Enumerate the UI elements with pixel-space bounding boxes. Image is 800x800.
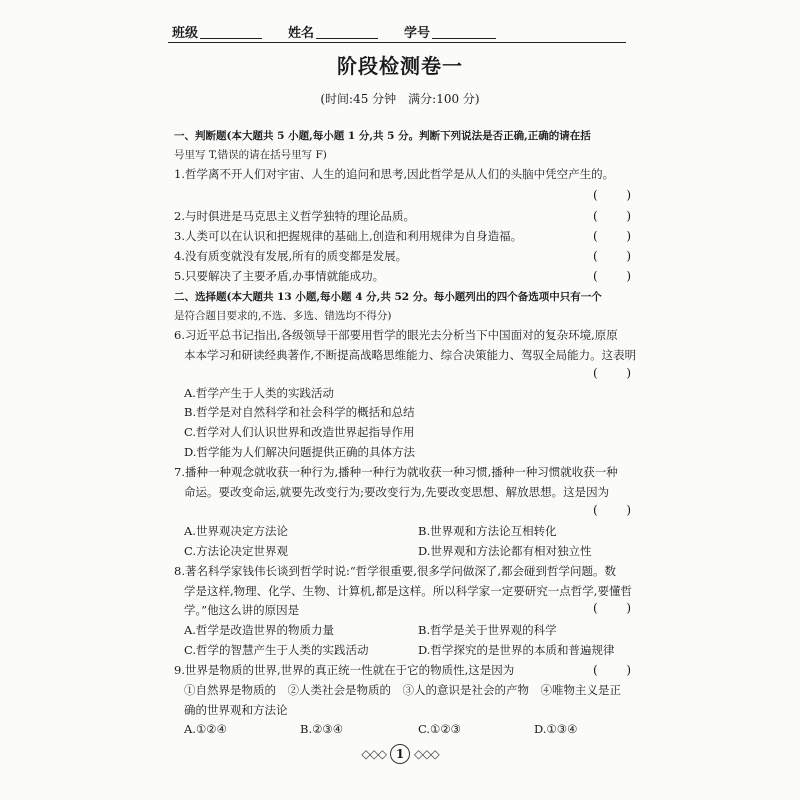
answer-paren-q3: ( ) <box>593 229 631 243</box>
q7-option-a: A.世界观决定方法论 <box>184 524 288 538</box>
answer-paren-q8: ( ) <box>593 601 631 615</box>
q7-option-b: B.世界观和方法论互相转化 <box>418 524 557 538</box>
page-footer <box>0 744 800 764</box>
footer-deco-right: ◇◇◇ <box>414 747 439 761</box>
q9-option-d: D.①③④ <box>534 722 578 736</box>
answer-paren-q7: ( ) <box>593 503 631 517</box>
answer-paren-q5: ( ) <box>593 269 631 283</box>
id-blank <box>432 26 496 39</box>
answer-paren-q6: ( ) <box>593 366 631 380</box>
q6-option-a: A.哲学产生于人类的实践活动 <box>184 386 334 400</box>
footer-deco-left: ◇◇◇ <box>361 747 386 761</box>
q8-option-a: A.哲学是改造世界的物质力量 <box>184 623 334 637</box>
question-9-line1: 9.世界是物质的世界,世界的真正统一性就在于它的物质性,这是因为 <box>174 663 515 677</box>
question-9-line2: ①自然界是物质的 ②人类社会是物质的 ③人的意识是社会的产物 ④唯物主义是正 <box>184 683 621 697</box>
q6-option-d: D.哲学能为人们解决问题提供正确的具体方法 <box>184 445 415 459</box>
question-4: 4.没有质变就没有发展,所有的质变都是发展。 <box>174 249 408 263</box>
question-8-line1: 8.著名科学家钱伟长谈到哲学时说:“哲学很重要,很多学问做深了,都会碰到哲学问题。数 <box>174 564 617 578</box>
question-3: 3.人类可以在认识和把握规律的基础上,创造和利用规律为自身造福。 <box>174 229 523 243</box>
name-label: 姓名 <box>288 26 315 41</box>
class-label: 班级 <box>172 26 199 41</box>
q8-option-d: D.哲学探究的是世界的本质和普遍规律 <box>418 643 615 657</box>
answer-paren-q9: ( ) <box>593 663 631 677</box>
question-6-line2: 本本学习和研读经典著作,不断提高战略思维能力、综合决策能力、驾驭全局能力。这表明 <box>184 348 637 362</box>
class-field <box>172 22 262 41</box>
answer-paren-q4: ( ) <box>593 249 631 263</box>
question-2: 2.与时俱进是马克思主义哲学独特的理论品质。 <box>174 209 415 223</box>
student-info-header <box>168 20 626 43</box>
id-field <box>404 22 496 41</box>
question-7-line1: 7.播种一种观念就收获一种行为,播种一种行为就收获一种习惯,播种一种习惯就收获一种 <box>174 465 618 479</box>
section2-heading-cont: 是符合题目要求的,不选、多选、错选均不得分) <box>174 310 392 322</box>
question-6-line1: 6.习近平总书记指出,各级领导干部要用哲学的眼光去分析当下中国面对的复杂环境,原原 <box>174 328 618 342</box>
section1-heading: 一、判断题(本大题共 5 小题,每小题 1 分,共 5 分。判断下列说法是否正确,正确的请在括 <box>174 130 591 142</box>
q6-option-b: B.哲学是对自然科学和社会科学的概括和总结 <box>184 405 415 419</box>
question-8-line3: 学。”他这么讲的原因是 <box>184 603 300 617</box>
section1-heading-cont: 号里写 T,错误的请在括号里写 F) <box>174 149 327 161</box>
name-field <box>288 22 378 41</box>
question-9-line3: 确的世界观和方法论 <box>184 703 288 717</box>
answer-paren-q2: ( ) <box>593 209 631 223</box>
q6-option-c: C.哲学对人们认识世界和改造世界起指导作用 <box>184 425 415 439</box>
page-number: 1 <box>390 744 410 764</box>
q8-option-c: C.哲学的智慧产生于人类的实践活动 <box>184 643 369 657</box>
name-blank <box>316 26 378 39</box>
q8-option-b: B.哲学是关于世界观的科学 <box>418 623 557 637</box>
question-5: 5.只要解决了主要矛盾,办事情就能成功。 <box>174 269 385 283</box>
page-title: 阶段检测卷一 <box>337 54 463 78</box>
q9-option-b: B.②③④ <box>300 722 344 736</box>
id-label: 学号 <box>404 26 431 41</box>
section2-heading: 二、选择题(本大题共 13 小题,每小题 4 分,共 52 分。每小题列出的四个备选项中只有一个 <box>174 291 602 303</box>
exam-subtitle: (时间:45 分钟 满分:100 分) <box>320 92 480 106</box>
question-8-line2: 学是这样,物理、化学、生物、计算机,都是这样。所以科学家一定要研究一点哲学,要懂哲 <box>184 584 632 598</box>
q9-option-a: A.①②④ <box>184 722 227 736</box>
question-1: 1.哲学离不开人们对宇宙、人生的追问和思考,因此哲学是从人们的头脑中凭空产生的。 <box>174 167 615 181</box>
q9-option-c: C.①②③ <box>418 722 461 736</box>
class-blank <box>200 26 262 39</box>
answer-paren-q1: ( ) <box>593 188 631 202</box>
q7-option-d: D.世界观和方法论都有相对独立性 <box>418 544 592 558</box>
q7-option-c: C.方法论决定世界观 <box>184 544 289 558</box>
question-7-line2: 命运。要改变命运,就要先改变行为;要改变行为,先要改变思想、解放思想。这是因为 <box>184 485 610 499</box>
